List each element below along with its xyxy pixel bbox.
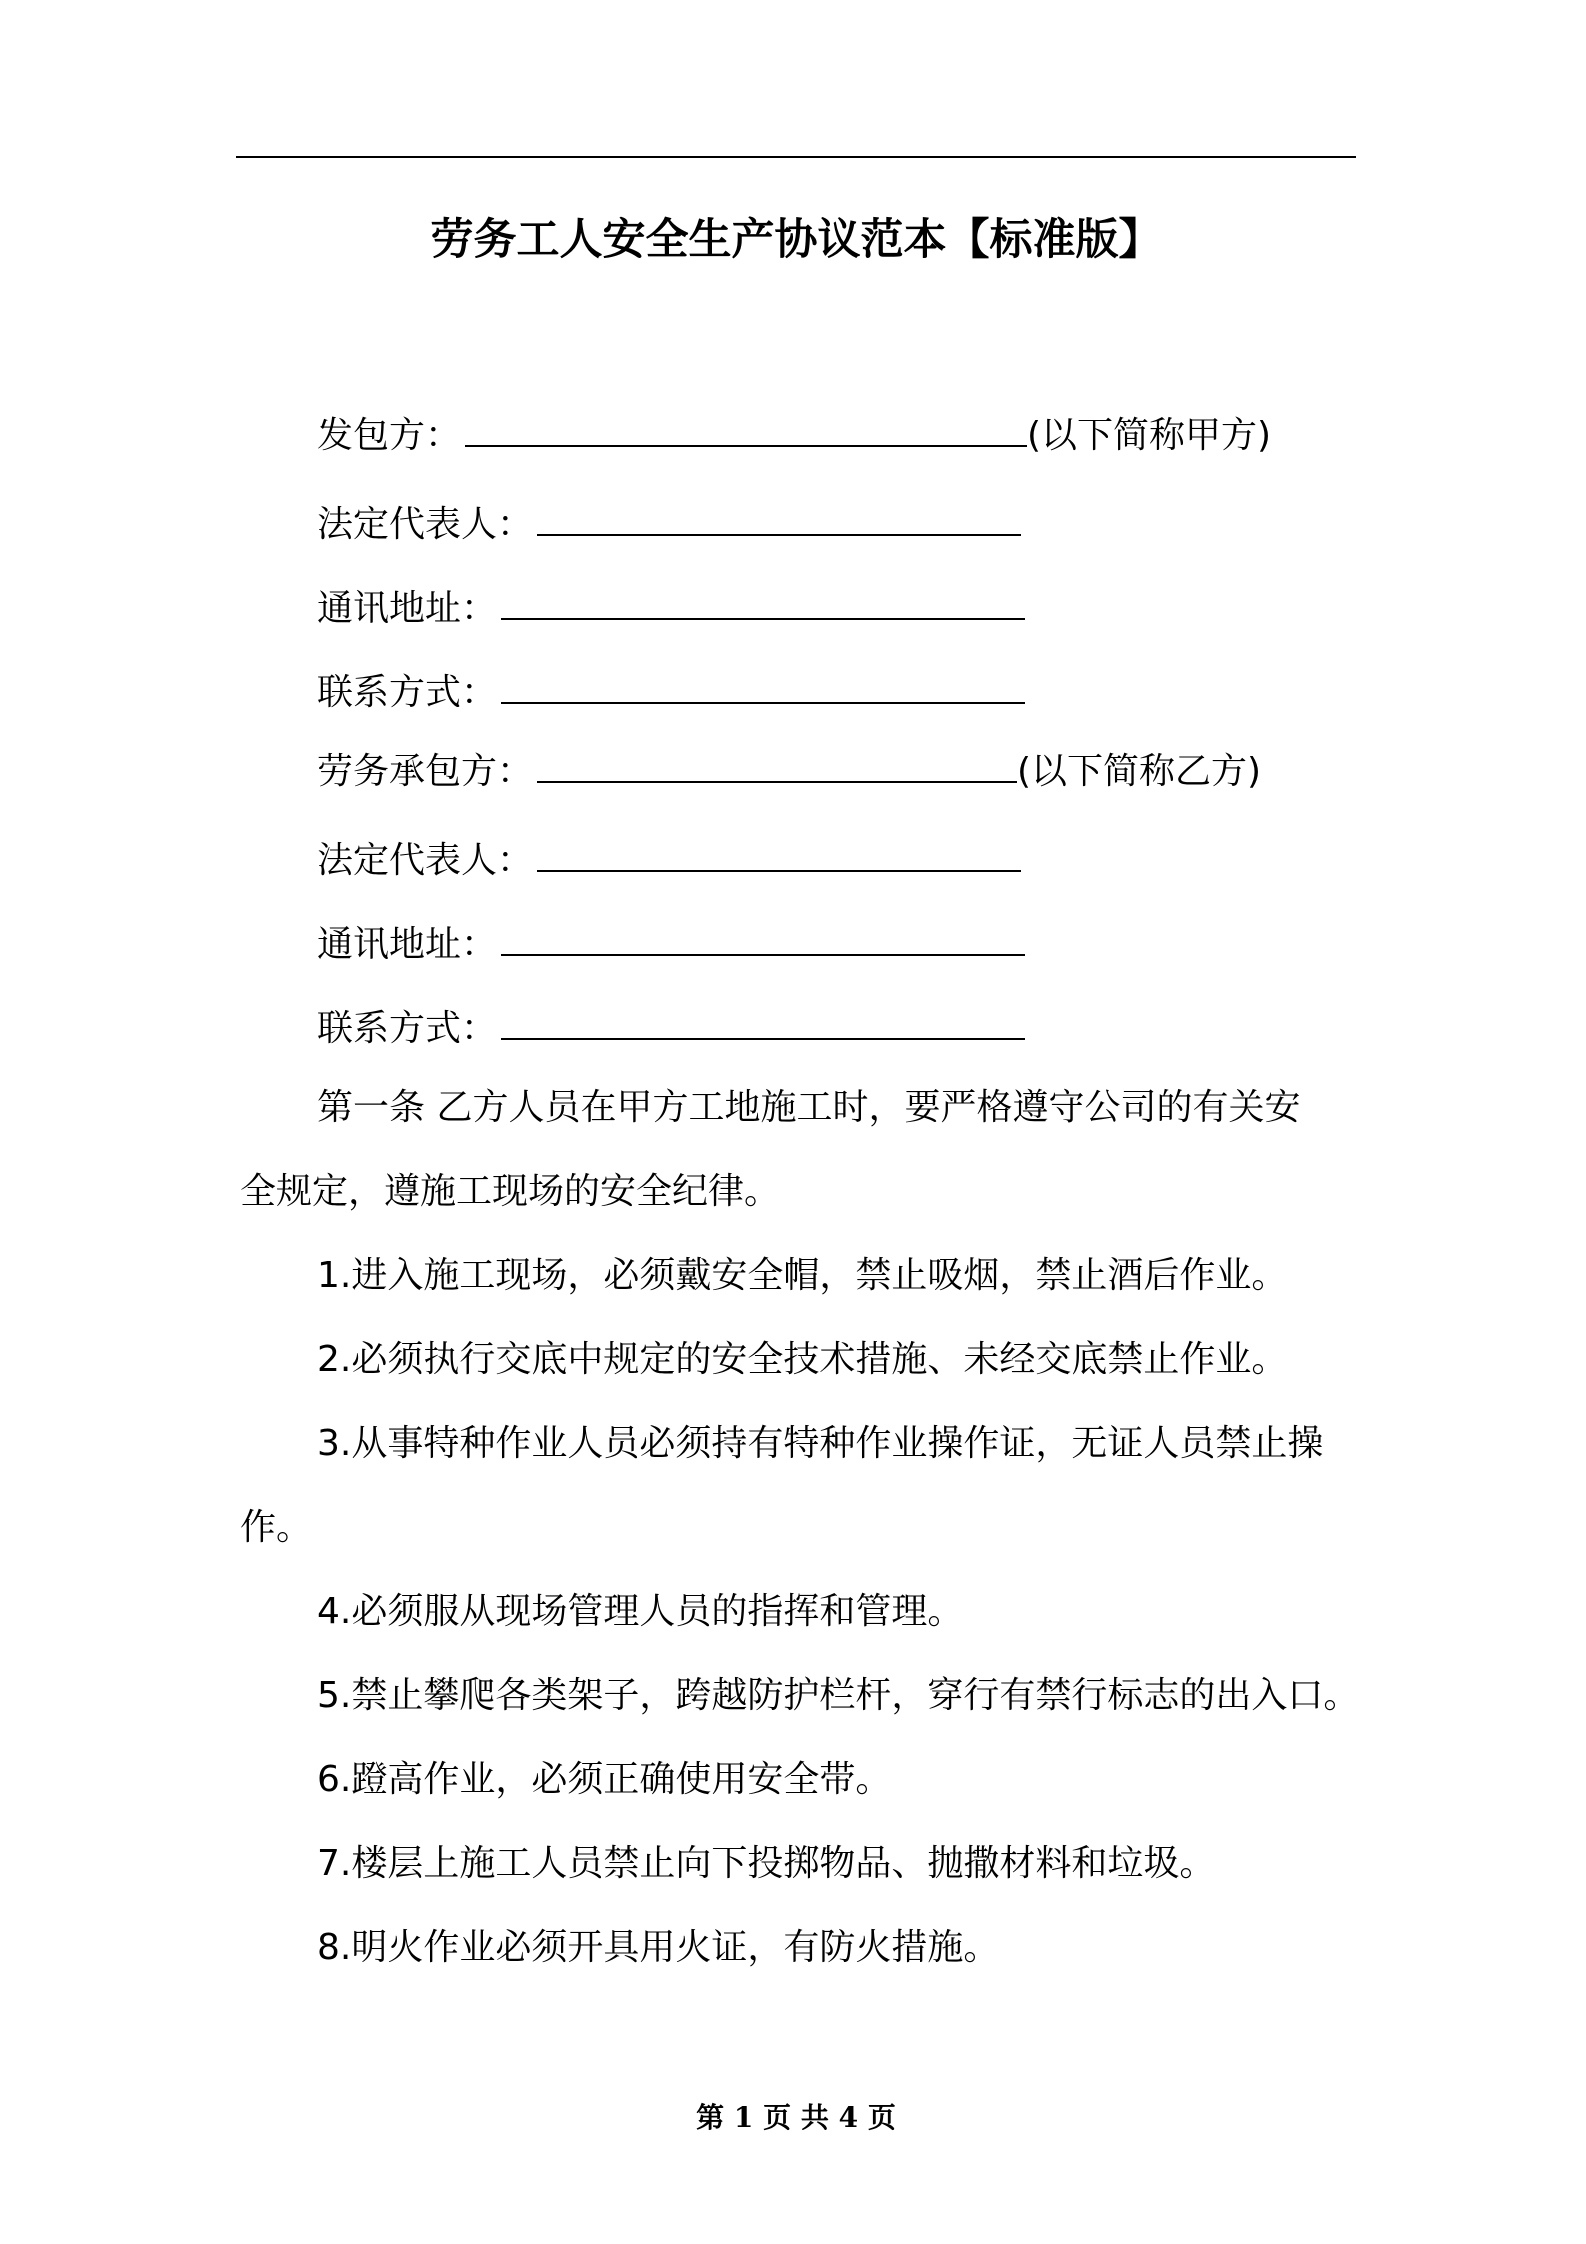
party-a-address-label: 通讯地址： <box>317 588 498 629</box>
header-rule <box>236 156 1356 158</box>
item-5: 5.禁止攀爬各类架子，跨越防护栏杆，穿行有禁行标志的出入口。 <box>317 1675 1360 1716</box>
party-a-address-blank <box>501 584 1025 620</box>
party-a-address-line <box>317 584 1025 634</box>
party-a-contact-blank <box>501 668 1025 704</box>
article-1-line-2: 全规定，遵施工现场的安全纪律。 <box>240 1171 781 1212</box>
item-3-continuation: 作。 <box>240 1507 313 1548</box>
party-a-contact-line <box>317 668 1025 718</box>
party-b-contact-label: 联系方式： <box>317 1008 498 1049</box>
item-1: 1.进入施工现场，必须戴安全帽，禁止吸烟，禁止酒后作业。 <box>317 1255 1288 1296</box>
party-a-name-blank <box>465 411 1027 447</box>
item-4: 4.必须服从现场管理人员的指挥和管理。 <box>317 1591 964 1632</box>
party-b-name-suffix: (以下简称乙方) <box>1017 751 1262 792</box>
party-b-name-label: 劳务承包方： <box>317 751 534 792</box>
party-b-rep-blank <box>537 836 1021 872</box>
party-a-rep-blank <box>537 500 1021 536</box>
party-b-rep-line <box>317 836 1021 886</box>
party-a-rep-label: 法定代表人： <box>317 504 534 545</box>
party-a-contact-label: 联系方式： <box>317 672 498 713</box>
party-a-rep-line <box>317 500 1021 550</box>
party-b-address-blank <box>501 920 1025 956</box>
party-b-address-line <box>317 920 1025 970</box>
item-2: 2.必须执行交底中规定的安全技术措施、未经交底禁止作业。 <box>317 1339 1288 1380</box>
party-b-name-line <box>317 747 1261 797</box>
party-b-name-blank <box>537 747 1017 783</box>
item-8: 8.明火作业必须开具用火证，有防火措施。 <box>317 1927 1000 1968</box>
party-a-name-label: 发包方： <box>317 415 462 456</box>
party-a-name-line <box>317 411 1271 461</box>
document-title: 劳务工人安全生产协议范本【标准版】 <box>430 215 1162 265</box>
article-1-line-1: 第一条 乙方人员在甲方工地施工时，要严格遵守公司的有关安 <box>317 1087 1301 1128</box>
page-indicator: 第 1 页 共 4 页 <box>696 2101 896 2134</box>
party-b-contact-blank <box>501 1004 1025 1040</box>
party-b-rep-label: 法定代表人： <box>317 840 534 881</box>
item-6: 6.蹬高作业，必须正确使用安全带。 <box>317 1759 892 1800</box>
item-7: 7.楼层上施工人员禁止向下投掷物品、抛撒材料和垃圾。 <box>317 1843 1216 1884</box>
party-b-address-label: 通讯地址： <box>317 924 498 965</box>
party-a-name-suffix: (以下简称甲方) <box>1027 415 1272 456</box>
item-3: 3.从事特种作业人员必须持有特种作业操作证，无证人员禁止操 <box>317 1423 1324 1464</box>
party-b-contact-line <box>317 1004 1025 1054</box>
